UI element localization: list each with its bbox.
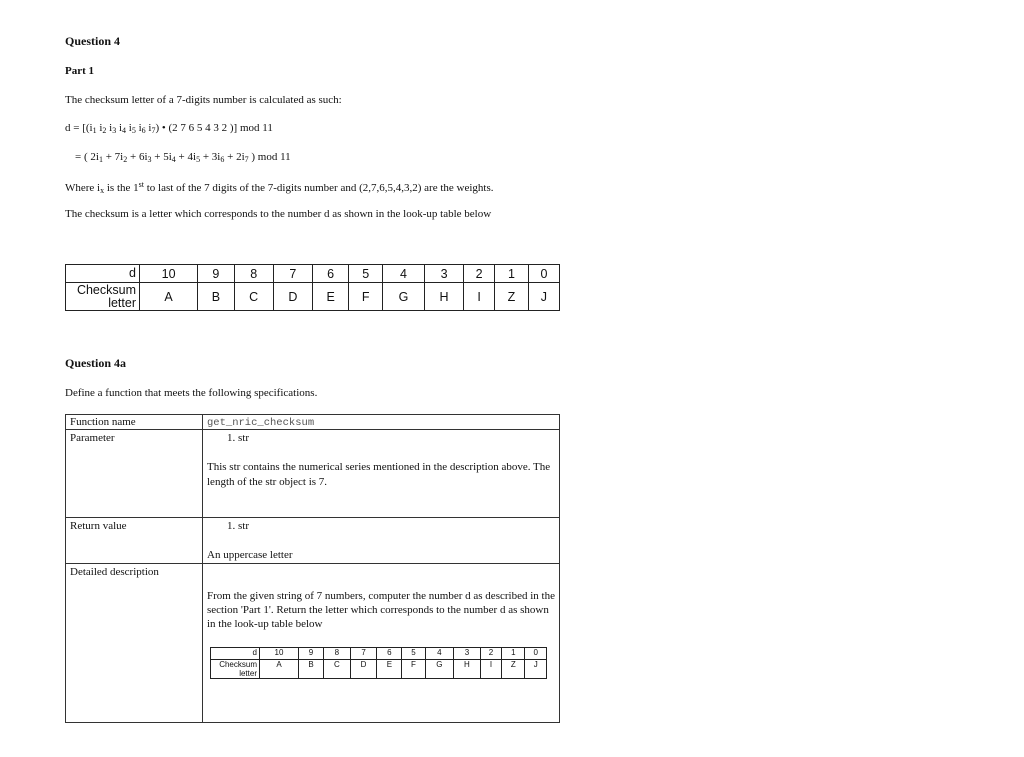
lookup-small-number: 8 <box>324 648 351 660</box>
lookup-small-letter: E <box>377 660 402 679</box>
function-name-value: get_nric_checksum <box>203 415 560 430</box>
intro-text: The checksum letter of a 7-digits number is calculated as such: <box>65 94 342 106</box>
lookup-letter: C <box>234 283 273 311</box>
lookup-row-letters <box>66 283 560 311</box>
lookup-small-letter: H <box>454 660 481 679</box>
lookup-number: 9 <box>198 265 234 283</box>
checksum-description: The checksum is a letter which corresponds to the number d as shown in the look-up table below <box>65 208 492 220</box>
lookup-small-letter: B <box>299 660 324 679</box>
lookup-small-letter: C <box>324 660 351 679</box>
lookup-number: 7 <box>273 265 312 283</box>
lookup-letter: H <box>424 283 463 311</box>
detail-label: Detailed description <box>66 564 203 723</box>
lookup-number: 10 <box>140 265 198 283</box>
lookup-letter: D <box>273 283 312 311</box>
lookup-small-letter: D <box>350 660 377 679</box>
spec-row-parameter <box>66 430 560 518</box>
lookup-small-letter: J <box>525 660 547 679</box>
lookup-small-checksum-label: Checksum letter <box>211 660 260 679</box>
lookup-small-number: 4 <box>425 648 453 660</box>
lookup-small-number: 5 <box>402 648 425 660</box>
lookup-small-number: 6 <box>377 648 402 660</box>
q4a-intro: Define a function that meets the following specifications. <box>65 387 318 399</box>
parameter-cell <box>203 430 560 518</box>
formula-line-1: $d = [(i_1$ $i_2$ $i_3$ $i_4$ $i_5$ $i_6$ $i_7$) • (2 7 6 5 4 3 2 )] mod 11 <box>65 122 273 135</box>
lookup-small-letter: Z <box>502 660 525 679</box>
lookup-checksum-label: Checksum letter <box>66 283 140 311</box>
return-item: 1. str <box>227 520 249 532</box>
lookup-table-small <box>210 647 547 679</box>
parameter-item: 1. str <box>227 432 249 444</box>
lookup-number: 4 <box>383 265 425 283</box>
function-name-label: Function name <box>66 415 203 430</box>
question-4-heading: Question 4 <box>65 34 121 48</box>
lookup-number: 5 <box>349 265 383 283</box>
lookup-letter: Z <box>495 283 529 311</box>
lookup-small-number: 7 <box>350 648 377 660</box>
lookup-row-d <box>66 265 560 283</box>
lookup-small-row-letters <box>211 660 547 679</box>
lookup-number: 6 <box>312 265 348 283</box>
lookup-d-label: d <box>66 265 140 283</box>
formula-line-2: = ( $2i_1 + 7i_2 + 6i_3 + 5i_4 + 4i_5 + 3i_6 + 2i_7$ ) mod 11 <box>75 151 291 164</box>
parameter-description: This str contains the numerical series mentioned in the description above. The length of the str object is 7. <box>207 461 551 488</box>
detail-description: From the given string of 7 numbers, computer the number d as described in the section 'Part 1'. Return the letter which corresponds to the number d as shown in the look-up table below <box>207 590 555 630</box>
lookup-number: 8 <box>234 265 273 283</box>
lookup-small-letter: F <box>402 660 425 679</box>
lookup-small-number: 1 <box>502 648 525 660</box>
spec-row-detail <box>66 564 560 723</box>
where-text: Where $i_x$ is the 1st to last of the 7 digits of the 7-digits number and (2,7,6,5,4,3,2) are the weights. <box>65 180 494 195</box>
lookup-number: 2 <box>464 265 495 283</box>
parameter-label: Parameter <box>66 430 203 518</box>
lookup-small-number: 3 <box>454 648 481 660</box>
lookup-table <box>65 264 560 311</box>
lookup-small-number: 2 <box>480 648 501 660</box>
lookup-letter: G <box>383 283 425 311</box>
lookup-letter: I <box>464 283 495 311</box>
lookup-small-letter: G <box>425 660 453 679</box>
lookup-letter: B <box>198 283 234 311</box>
lookup-letter: A <box>140 283 198 311</box>
lookup-letter: F <box>349 283 383 311</box>
spec-table <box>65 414 560 723</box>
question-4a-heading: Question 4a <box>65 356 127 370</box>
return-label: Return value <box>66 518 203 564</box>
spec-row-return <box>66 518 560 564</box>
return-cell <box>203 518 560 564</box>
lookup-small-letter: A <box>260 660 299 679</box>
lookup-number: 0 <box>528 265 559 283</box>
spec-row-function-name <box>66 415 560 430</box>
lookup-number: 3 <box>424 265 463 283</box>
return-description: An uppercase letter <box>207 549 293 561</box>
detail-cell <box>203 564 560 723</box>
lookup-small-number: 0 <box>525 648 547 660</box>
lookup-small-row-d <box>211 648 547 660</box>
lookup-small-d-label: d <box>211 648 260 660</box>
lookup-letter: E <box>312 283 348 311</box>
lookup-small-letter: I <box>480 660 501 679</box>
lookup-small-number: 10 <box>260 648 299 660</box>
lookup-letter: J <box>528 283 559 311</box>
lookup-small-number: 9 <box>299 648 324 660</box>
part-1-heading: Part 1 <box>65 65 95 77</box>
lookup-number: 1 <box>495 265 529 283</box>
